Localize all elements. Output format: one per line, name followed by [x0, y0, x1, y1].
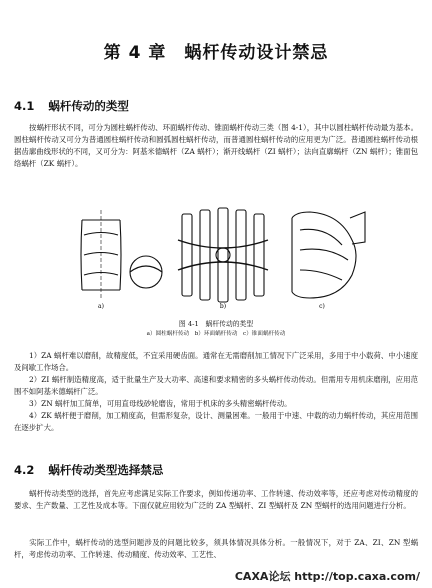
worm-drive-illustration	[60, 200, 372, 310]
figure-caption: 图 4-1 蜗杆传动的类型	[178, 320, 254, 328]
figure-label-c: c)	[319, 303, 325, 310]
chapter-title: 第 4 章 蜗杆传动设计禁忌	[103, 43, 329, 63]
section-number: 4.1	[14, 99, 35, 113]
figure-label-b: b)	[219, 303, 227, 310]
intro-paragraph: 按蜗杆形状不同，可分为圆柱蜗杆传动、环面蜗杆传动、锥面蜗杆传动三类（图 4-1），其中以圆柱蜗杆传动最为基本。圆柱蜗杆传动又可分为普通圆柱蜗杆传动和圆弧圆柱蜗杆传动，而普通圆柱蜗杆传动的应用更为广泛。普通圆柱蜗杆传动根据齿廓曲线形状的不同，又可分为：阿基米德蜗杆（ZA 蜗杆）；渐开线蜗杆（ZI 蜗杆）；法向直廓蜗杆（ZN 蜗杆）；锥面包络蜗杆（ZK 蜗杆）。	[14, 123, 418, 169]
section-title: 蜗杆传动的类型	[48, 99, 129, 113]
list-item: 3）ZN 蜗杆加工简单，可用直母线砂轮磨齿，常用于机床的多头精密蜗杆传动。	[29, 399, 292, 408]
body-paragraph: 蜗杆传动类型的选择，首先应考虑满足实际工作要求，例如传递功率、工作转速、传动效率等，还应考虑对传动精度的要求、生产数量、工艺性及成本等。下面仅就应用较为广泛的 ZA 型蜗杆、ZI 型蜗杆及 ZN 型蜗杆的选用问题进行分析。	[14, 489, 418, 511]
cylindrical-worm-drive	[81, 210, 162, 300]
spiroid-worm-drive	[292, 212, 365, 298]
forum-watermark: CAXA论坛 http://top.caxa.com/	[234, 570, 420, 583]
list-item: 1）ZA 蜗杆难以磨削，故精度低，不宜采用硬齿面。通常在无需磨削加工情况下广泛采用，多用于中小载荷、中小速度及间歇工作场合。	[14, 351, 418, 373]
body-paragraph: 实际工作中，蜗杆传动的选型问题涉及的问题比较多，须具体情况具体分析。一般情况下，对于 ZA、ZI、ZN 型蜗杆，考虑传动功率、工作转速、传动精度、传动效率、工艺性、	[14, 538, 418, 560]
figure-label-a: a)	[98, 303, 104, 310]
section-heading-4-2	[14, 462, 163, 478]
section-number: 4.2	[14, 463, 35, 477]
list-item: 2）ZI 蜗杆制造精度高，适于批量生产及大功率、高速和要求精密的多头蜗杆传动传动。但需用专用机床磨削，应用范围不如阿基米德蜗杆广泛。	[14, 375, 418, 397]
section-title: 蜗杆传动类型选择禁忌	[48, 463, 164, 477]
section-heading-4-1	[14, 98, 129, 114]
list-item: 4）ZK 蜗杆便于磨削，加工精度高，但需形复杂，设计、测量困难。一般用于中速、中载的动力蜗杆传动，其应用范围在逐步扩大。	[14, 411, 418, 433]
globoid-worm-drive	[178, 208, 268, 302]
figure-worm-types	[60, 200, 372, 310]
figure-subcaption: a）圆柱蜗杆传动 b）环面蜗杆传动 c）锥面蜗杆传动	[146, 331, 286, 337]
